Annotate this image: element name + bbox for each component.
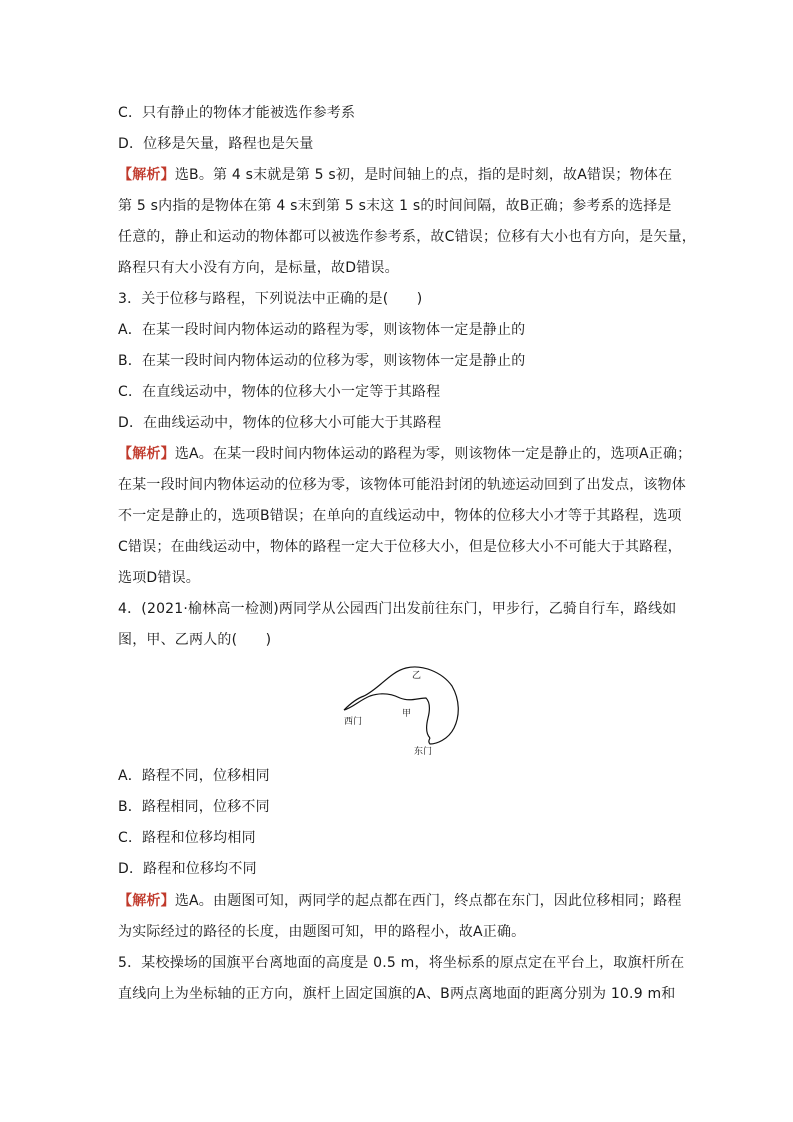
option-c-q4: C．路程和位移均相同 <box>118 830 256 846</box>
option-d-q3: D．在曲线运动中，物体的位移大小可能大于其路程 <box>118 415 442 431</box>
analysis-q3-line-5: 选项D错误。 <box>118 570 200 586</box>
option-a-q3: A．在某一段时间内物体运动的路程为零，则该物体一定是静止的 <box>118 322 526 338</box>
option-d-q4: D．路程和位移均不同 <box>118 861 257 877</box>
label-jia: 甲 <box>402 709 412 719</box>
analysis-q3-line-3: 不一定是静止的，选项B错误；在单向的直线运动中，物体的位移大小才等于其路程，选项 <box>118 508 682 524</box>
analysis-tag: 【解析】 <box>118 167 175 183</box>
question-5-stem-line-1: 5．某校操场的国旗平台离地面的高度是 0.5 m，将坐标系的原点定在平台上，取旗杆所在 <box>118 955 685 971</box>
label-west-gate: 西门 <box>344 717 363 727</box>
analysis-tag: 【解析】 <box>118 893 175 909</box>
analysis-q4-line-2: 为实际经过的路径的长度，由题图可知，甲的路程小，故A正确。 <box>118 924 526 940</box>
analysis-tag: 【解析】 <box>118 446 175 462</box>
label-east-gate: 东门 <box>414 747 433 757</box>
question-3-stem: 3．关于位移与路程，下列说法中正确的是( ) <box>118 291 423 307</box>
analysis-q3-line-1: 【解析】选A。在某一段时间内物体运动的路程为零，则该物体一定是静止的，选项A正确； <box>118 446 692 462</box>
question-4-stem-line-2: 图，甲、乙两人的( ) <box>118 632 272 648</box>
label-yi: 乙 <box>412 671 422 681</box>
route-jia-path <box>344 694 430 738</box>
analysis-q2-line-2: 第 5 s内指的是物体在第 4 s末到第 5 s末这 1 s的时间间隔，故B正确；参考系的选择是 <box>118 198 672 214</box>
option-c-q2: C．只有静止的物体才能被选作参考系 <box>118 105 356 121</box>
question-4-stem-line-1: 4．(2021·榆林高一检测)两同学从公园西门出发前往东门，甲步行，乙骑自行车，路线如 <box>118 601 677 617</box>
analysis-q3-line-4: C错误；在曲线运动中，物体的路程一定大于位移大小，但是位移大小不可能大于其路程， <box>118 539 682 555</box>
route-yi-path <box>344 667 458 744</box>
analysis-q2-line-3: 任意的，静止和运动的物体都可以被选作参考系，故C错误；位移有大小也有方向，是矢量， <box>118 229 696 245</box>
analysis-q2-line-4: 路程只有大小没有方向，是标量，故D错误。 <box>118 260 399 276</box>
analysis-q3-line-2: 在某一段时间内物体运动的位移为零，该物体可能沿封闭的轨迹运动回到了出发点，该物体 <box>118 477 686 493</box>
option-a-q4: A．路程不同，位移相同 <box>118 768 270 784</box>
option-b-q4: B．路程相同，位移不同 <box>118 799 270 815</box>
option-b-q3: B．在某一段时间内物体运动的位移为零，则该物体一定是静止的 <box>118 353 526 369</box>
route-diagram <box>330 652 470 762</box>
option-d-q2: D．位移是矢量，路程也是矢量 <box>118 136 314 152</box>
option-c-q3: C．在直线运动中，物体的位移大小一定等于其路程 <box>118 384 441 400</box>
question-5-stem-line-2: 直线向上为坐标轴的正方向，旗杆上固定国旗的A、B两点离地面的距离分别为 10.9 m和 <box>118 986 676 1002</box>
analysis-q2-line-1: 【解析】选B。第 4 s末就是第 5 s初，是时间轴上的点，指的是时刻，故A错误；物体在 <box>118 167 673 183</box>
analysis-q4-line-1: 【解析】选A。由题图可知，两同学的起点都在西门，终点都在东门，因此位移相同；路程 <box>118 893 682 909</box>
